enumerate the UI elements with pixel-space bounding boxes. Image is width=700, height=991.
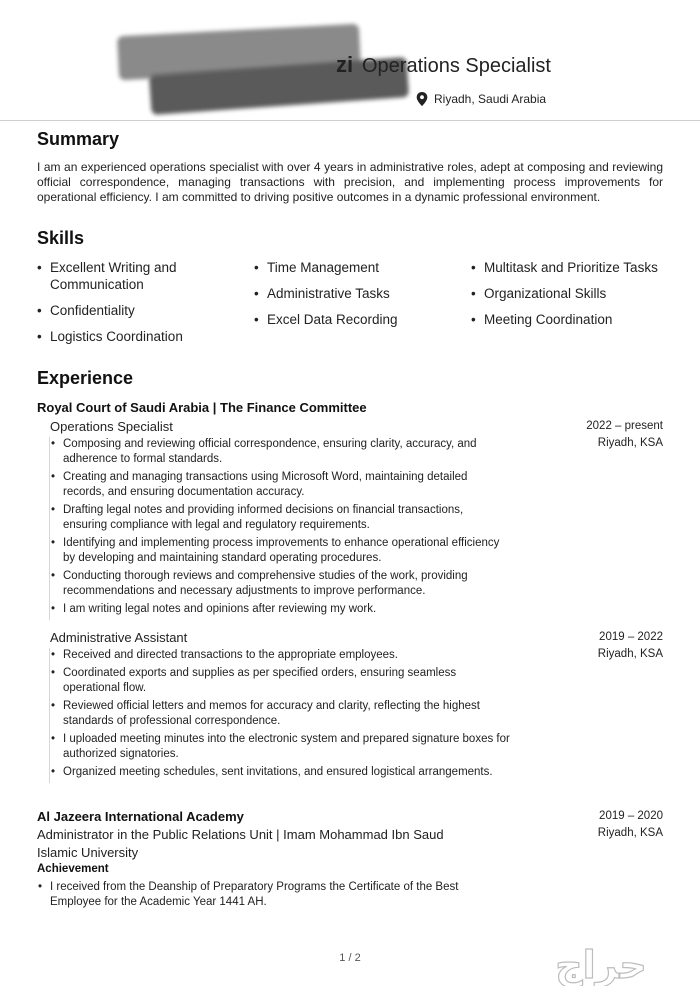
summary-heading: Summary bbox=[37, 129, 120, 149]
skills-column-2 bbox=[254, 259, 464, 337]
role-dates: 2019 – 2020 bbox=[599, 810, 663, 822]
location bbox=[416, 92, 546, 106]
role-place: Riyadh, KSA bbox=[597, 648, 663, 660]
achievement-list bbox=[37, 880, 489, 913]
haraj-watermark-logo bbox=[512, 944, 690, 986]
achievement-label: Achievement bbox=[37, 863, 109, 875]
role-place: Riyadh, KSA bbox=[597, 827, 663, 839]
skills-heading: Skills bbox=[37, 228, 85, 248]
location-pin-icon bbox=[416, 92, 428, 106]
skill-item: • Confidentiality bbox=[37, 302, 217, 319]
role-bullets bbox=[49, 648, 510, 783]
role-dates: 2022 – present bbox=[586, 420, 663, 432]
employer-name: Royal Court of Saudi Arabia | The Finance Committee bbox=[37, 400, 367, 415]
skill-item: • Administrative Tasks bbox=[254, 285, 464, 302]
role-title: Administrative Assistant bbox=[50, 630, 188, 645]
list-item: • Composing and reviewing official correspondence, ensuring clarity, accuracy, and adherence to formal standards. bbox=[62, 437, 510, 467]
location-text: Riyadh, Saudi Arabia bbox=[434, 92, 547, 106]
skills-column-3 bbox=[471, 259, 681, 337]
role-place: Riyadh, KSA bbox=[597, 437, 663, 449]
employer-name: Al Jazeera International Academy bbox=[37, 809, 244, 824]
list-item: • I received from the Deanship of Preparatory Programs the Certificate of the Best Employee for the Academic Year 1441 AH. bbox=[49, 880, 489, 910]
list-item: • Received and directed transactions to the appropriate employees. bbox=[62, 648, 510, 663]
skill-item: • Logistics Coordination bbox=[37, 328, 217, 345]
list-item: • I uploaded meeting minutes into the electronic system and prepared signature boxes for authorized signatories. bbox=[62, 732, 510, 762]
role-bullets bbox=[49, 437, 510, 620]
list-item: • Organized meeting schedules, sent invitations, and ensured logistical arrangements. bbox=[62, 765, 510, 780]
role-title: Administrator in the Public Relations Unit | Imam Mohammad Ibn Saud Islamic University bbox=[37, 827, 444, 860]
skill-item: • Multitask and Prioritize Tasks bbox=[471, 259, 681, 276]
list-item: • Coordinated exports and supplies as per specified orders, ensuring seamless operational flow. bbox=[62, 666, 510, 696]
role-meta bbox=[513, 629, 663, 663]
skill-item: • Organizational Skills bbox=[471, 285, 681, 302]
skills-column-1 bbox=[37, 259, 217, 354]
svg-text:حراج: حراج bbox=[555, 944, 647, 986]
list-item: • Creating and managing transactions using Microsoft Word, maintaining detailed records, and ensuring documentation accuracy. bbox=[62, 470, 510, 500]
list-item: • Identifying and implementing process improvements to enhance operational efficiency by developing and maintaining standard operating procedures. bbox=[62, 536, 510, 566]
job-title: Operations Specialist bbox=[362, 55, 551, 77]
skill-item: • Meeting Coordination bbox=[471, 311, 681, 328]
skill-item: • Time Management bbox=[254, 259, 464, 276]
list-item: • I am writing legal notes and opinions after reviewing my work. bbox=[62, 602, 510, 617]
header-divider bbox=[0, 120, 700, 121]
summary-text: I am an experienced operations specialist with over 4 years in administrative roles, adept at composing and reviewing official correspondence, managing transactions with precision, and implementing process improvements for operational efficiency. I am committed to driving positive outcomes in a dynamic professional environment. bbox=[37, 160, 663, 204]
skill-item: • Excel Data Recording bbox=[254, 311, 464, 328]
role-meta bbox=[513, 808, 663, 842]
name-fragment: zi bbox=[336, 52, 354, 77]
skill-item: • Excellent Writing and Communication bbox=[37, 259, 217, 293]
list-item: • Reviewed official letters and memos for accuracy and clarity, reflecting the highest standards of professional correspondence. bbox=[62, 699, 510, 729]
role-dates: 2019 – 2022 bbox=[599, 631, 663, 643]
list-item: • Drafting legal notes and providing informed decisions on financial transactions, ensuring compliance with legal and regulatory requirements. bbox=[62, 503, 510, 533]
role-meta bbox=[513, 418, 663, 452]
experience-heading: Experience bbox=[37, 368, 134, 388]
list-item: • Conducting thorough reviews and comprehensive studies of the work, providing recommendations and necessary adjustments to improve performance. bbox=[62, 569, 510, 599]
role-title: Operations Specialist bbox=[50, 419, 173, 434]
page-number: 1 / 2 bbox=[339, 952, 361, 964]
